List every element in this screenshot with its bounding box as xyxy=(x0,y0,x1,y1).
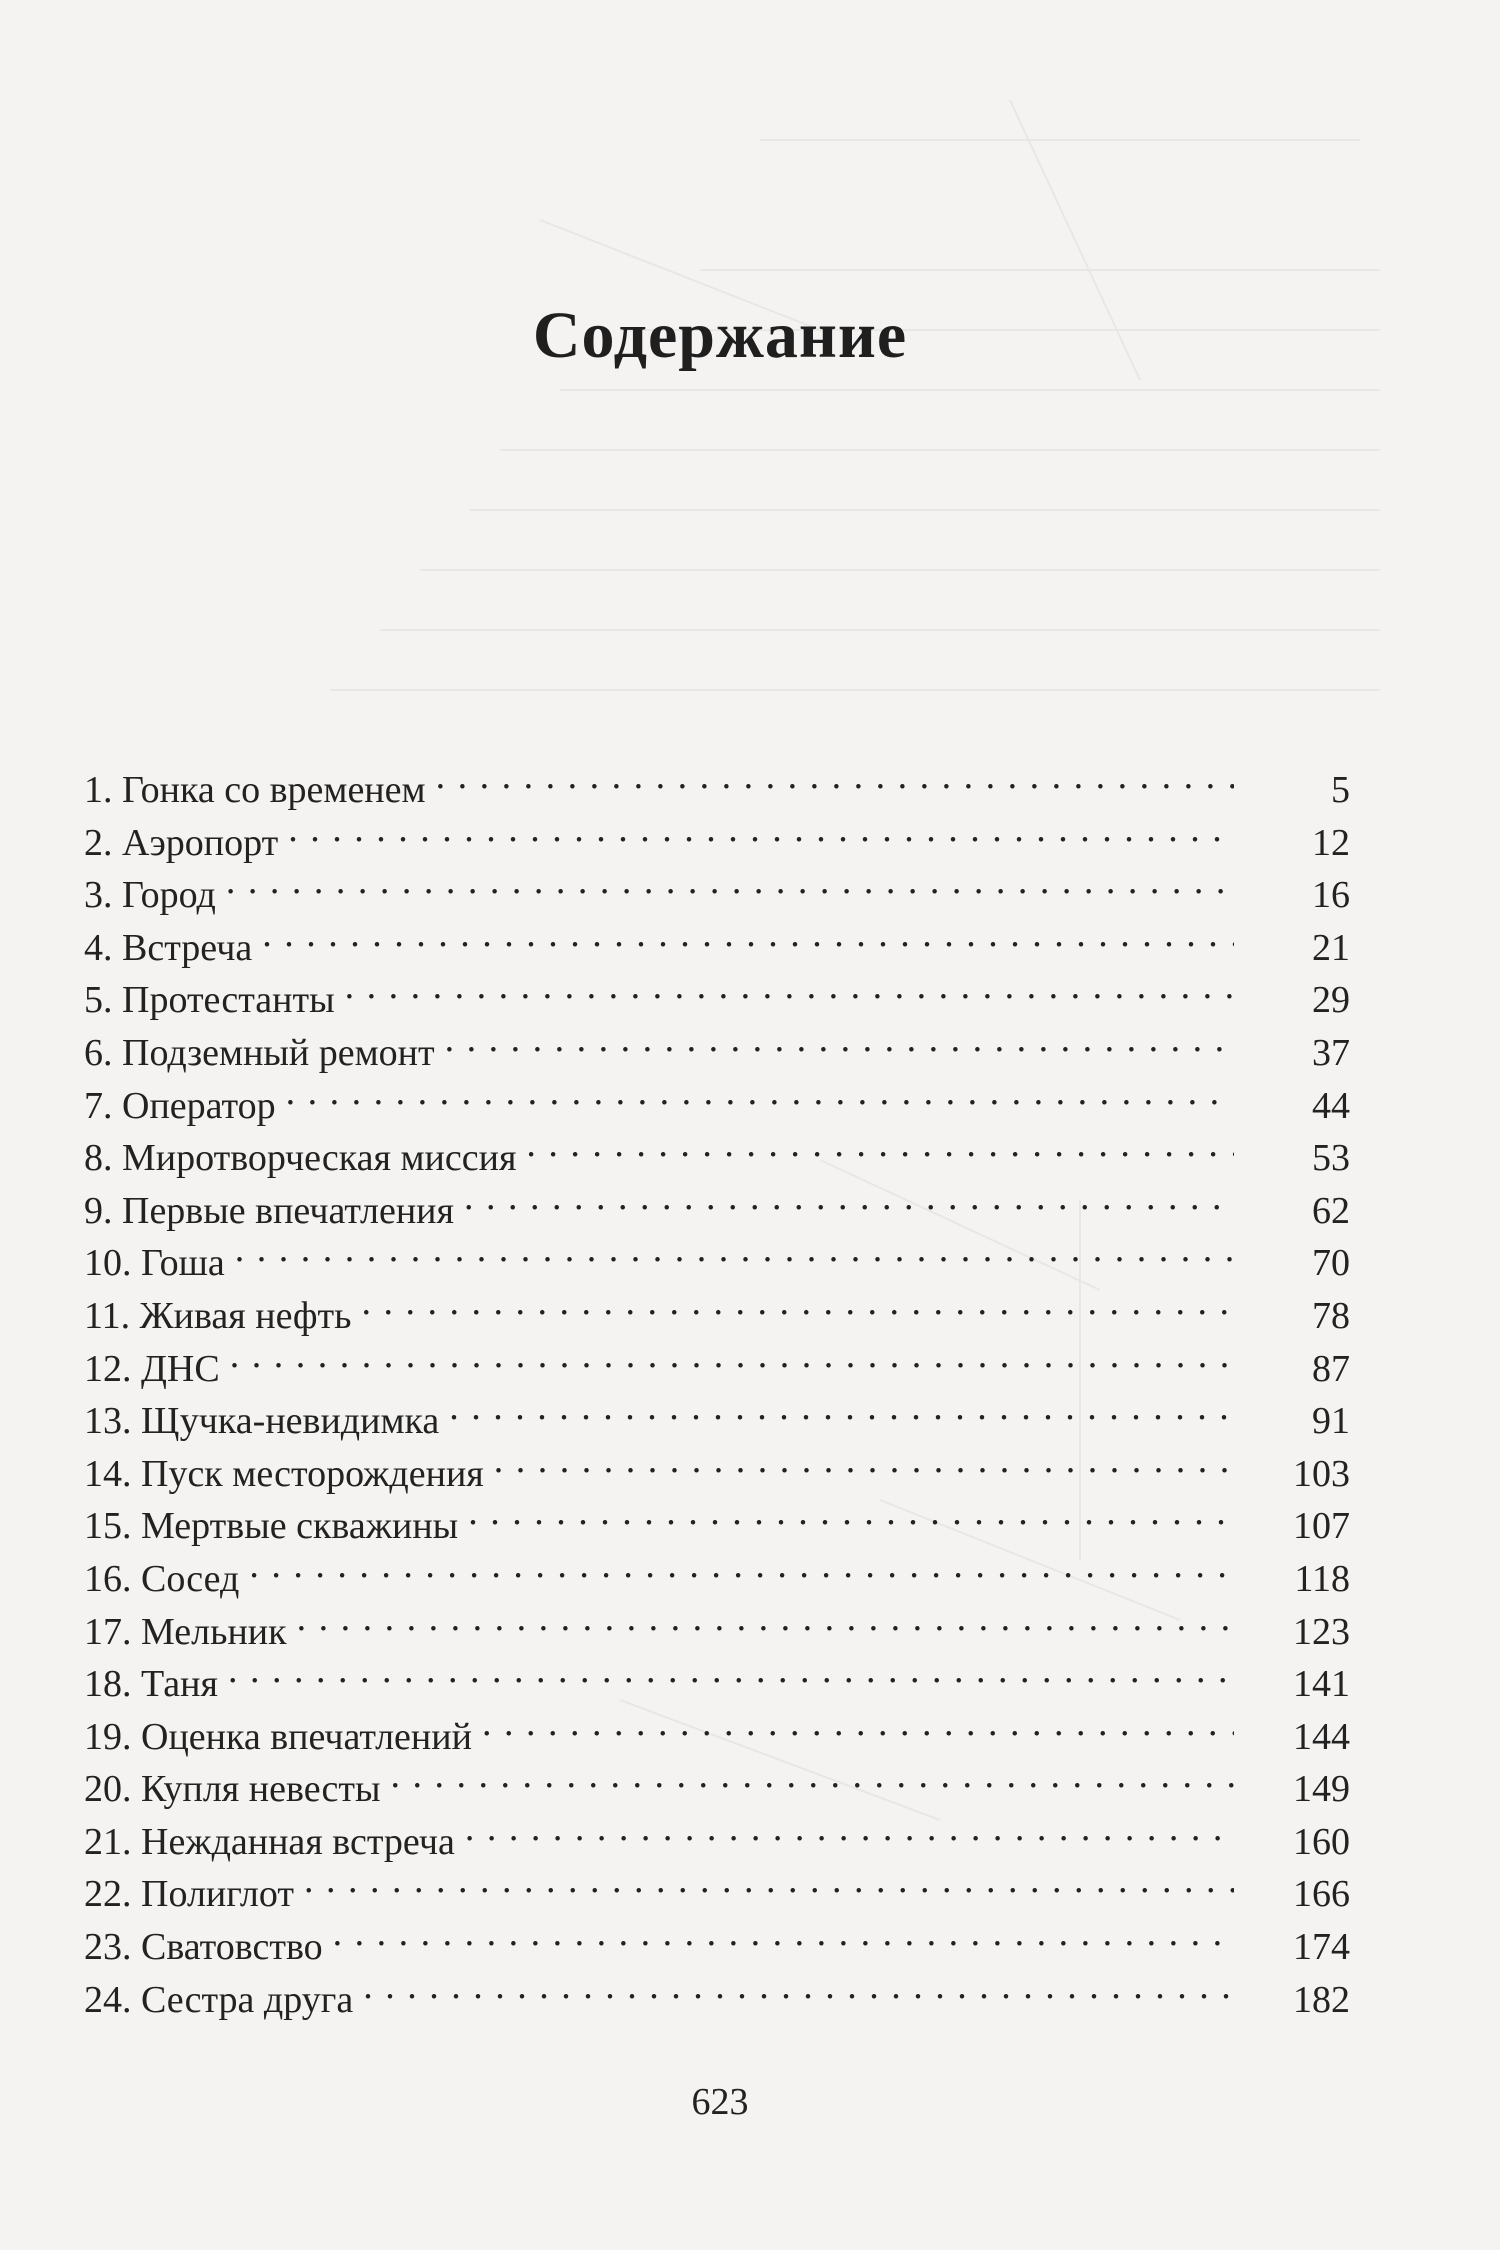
toc-entry xyxy=(84,1644,1350,1706)
dot-leader xyxy=(494,1434,1234,1486)
toc-entry xyxy=(84,1329,1350,1390)
toc-entry-title: 18. Таня xyxy=(84,1663,218,1706)
dot-leader xyxy=(482,1697,1234,1749)
toc-entry-page: 182 xyxy=(1293,1978,1350,2021)
toc-entry xyxy=(84,1381,1350,1443)
dot-leader xyxy=(445,1013,1234,1065)
dot-leader xyxy=(297,1592,1234,1644)
dot-leader xyxy=(391,1749,1234,1801)
toc-entry-title: 24. Сестра друга xyxy=(84,1978,354,2021)
dot-leader xyxy=(226,855,1234,907)
dot-leader xyxy=(228,1644,1234,1696)
dot-leader xyxy=(464,1171,1234,1223)
toc-entry-page: 103 xyxy=(1293,1452,1350,1495)
dot-leader xyxy=(333,1907,1234,1959)
page-title: Содержание xyxy=(532,299,908,372)
dot-leader xyxy=(262,908,1234,960)
dot-leader xyxy=(230,1329,1234,1381)
toc-entry-page: 123 xyxy=(1293,1610,1350,1653)
toc-entry-page: 144 xyxy=(1293,1715,1350,1758)
toc-entry-title: 8. Миротворческая миссия xyxy=(84,1137,517,1180)
toc-entry-page: 44 xyxy=(1312,1084,1350,1127)
toc-entry-title: 17. Мельник xyxy=(84,1610,287,1653)
toc-entry-title: 9. Первые впечатления xyxy=(84,1189,454,1232)
toc-entry-page: 149 xyxy=(1293,1768,1350,1811)
toc-entry xyxy=(84,960,1350,1022)
toc-entry xyxy=(84,908,1350,969)
table-of-contents xyxy=(84,750,1350,2021)
dot-leader xyxy=(436,750,1234,802)
toc-entry-page: 166 xyxy=(1293,1873,1350,1916)
toc-entry xyxy=(84,750,1350,811)
toc-entry-page: 78 xyxy=(1312,1294,1350,1337)
toc-entry-title: 6. Подземный ремонт xyxy=(84,1031,435,1074)
toc-entry-page: 91 xyxy=(1312,1400,1350,1443)
dot-leader xyxy=(286,1066,1234,1118)
toc-entry-page: 21 xyxy=(1312,926,1350,969)
toc-entry xyxy=(84,1223,1350,1285)
toc-entry-page: 29 xyxy=(1312,979,1350,1022)
toc-entry xyxy=(84,855,1350,917)
toc-entry-title: 23. Сватовство xyxy=(84,1926,323,1969)
toc-entry-page: 160 xyxy=(1293,1820,1350,1863)
toc-entry-title: 20. Купля невесты xyxy=(84,1768,381,1811)
toc-entry xyxy=(84,1539,1350,1600)
toc-entry-title: 14. Пуск месторождения xyxy=(84,1452,484,1495)
page-number: 623 xyxy=(691,2081,749,2123)
toc-entry-page: 70 xyxy=(1312,1242,1350,1285)
toc-entry-title: 16. Сосед xyxy=(84,1557,240,1600)
toc-entry-title: 12. ДНС xyxy=(84,1347,220,1390)
toc-entry-page: 5 xyxy=(1331,769,1350,811)
toc-entry-page: 53 xyxy=(1312,1137,1350,1180)
toc-entry-title: 22. Полиглот xyxy=(84,1873,294,1916)
dot-leader xyxy=(468,1486,1234,1538)
toc-entry xyxy=(84,1592,1350,1653)
dot-leader xyxy=(345,960,1234,1012)
toc-entry-title: 4. Встреча xyxy=(84,926,253,969)
toc-entry xyxy=(84,1697,1350,1758)
toc-entry-title: 7. Оператор xyxy=(84,1084,276,1127)
toc-entry-title: 2. Аэропорт xyxy=(84,821,279,864)
toc-entry-title: 5. Протестанты xyxy=(84,979,335,1022)
dot-leader xyxy=(363,1960,1234,2012)
toc-entry-page: 141 xyxy=(1293,1663,1350,1706)
toc-entry-page: 37 xyxy=(1312,1031,1350,1074)
toc-entry-page: 16 xyxy=(1312,874,1350,917)
dot-leader xyxy=(288,803,1234,855)
toc-entry-title: 1. Гонка со временем xyxy=(84,769,426,811)
dot-leader xyxy=(304,1854,1234,1906)
dot-leader xyxy=(235,1223,1234,1275)
toc-entry-title: 19. Оценка впечатлений xyxy=(84,1715,472,1758)
dot-leader xyxy=(449,1381,1234,1433)
toc-entry-page: 62 xyxy=(1312,1189,1350,1232)
toc-entry-title: 13. Щучка-невидимка xyxy=(84,1400,440,1443)
toc-entry-page: 118 xyxy=(1294,1557,1350,1600)
dot-leader xyxy=(361,1276,1234,1328)
toc-entry-page: 12 xyxy=(1312,821,1350,864)
toc-entry xyxy=(84,1276,1350,1337)
dot-leader xyxy=(526,1118,1234,1170)
toc-entry-page: 174 xyxy=(1293,1926,1350,1969)
toc-entry-title: 3. Город xyxy=(84,874,216,917)
toc-entry-page: 87 xyxy=(1312,1347,1350,1390)
dot-leader xyxy=(465,1802,1234,1854)
toc-entry-title: 15. Мертвые скважины xyxy=(84,1505,459,1548)
toc-entry-title: 11. Живая нефть xyxy=(84,1294,352,1337)
dot-leader xyxy=(249,1539,1234,1591)
toc-entry-title: 10. Гоша xyxy=(84,1242,225,1285)
toc-entry-page: 107 xyxy=(1293,1505,1350,1548)
toc-entry-title: 21. Нежданная встреча xyxy=(84,1820,455,1863)
